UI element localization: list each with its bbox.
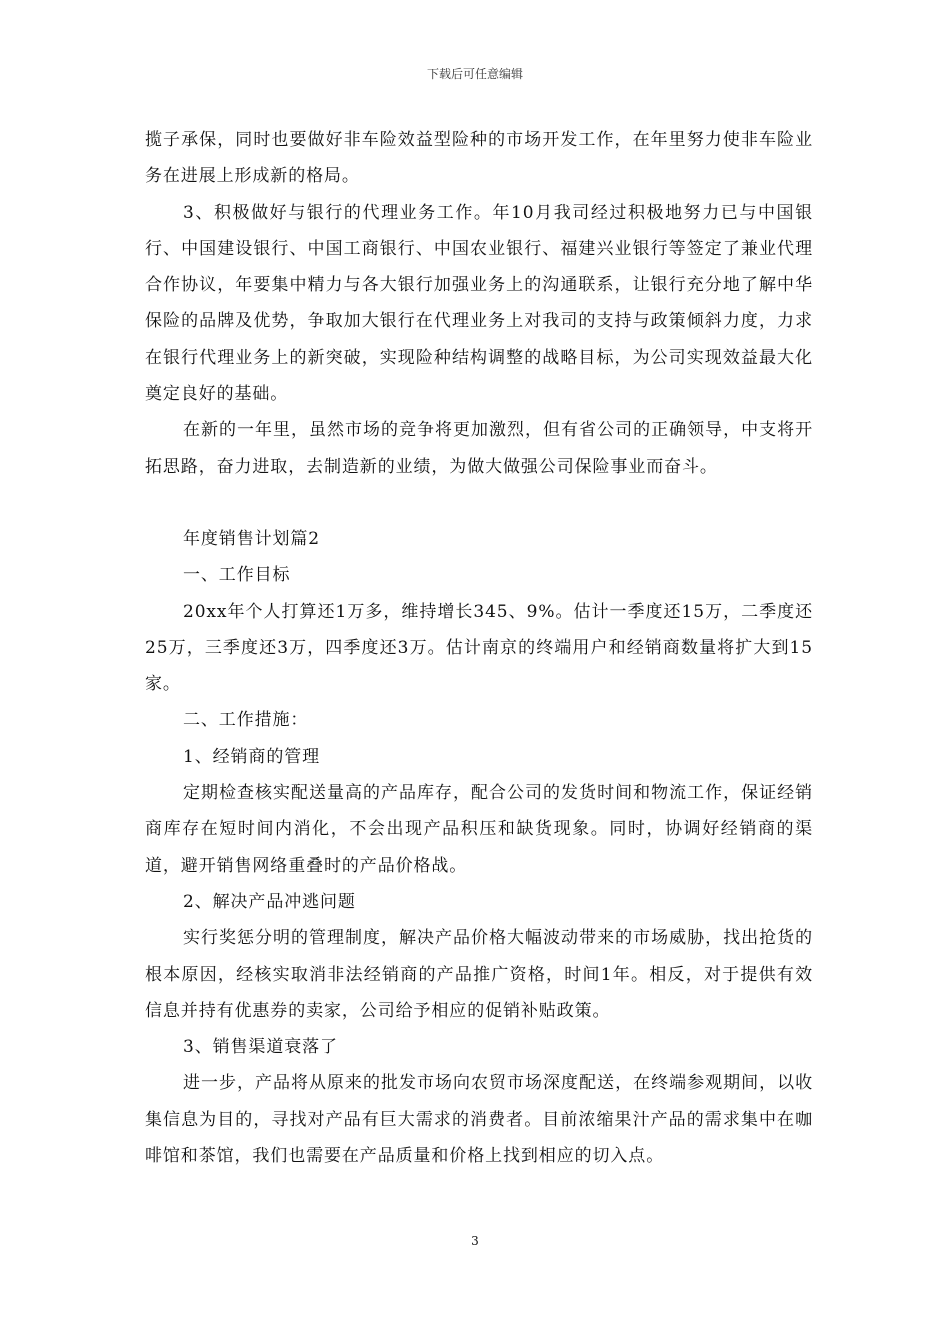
document-body <box>145 122 813 1174</box>
heading-work-goals: 一、工作目标 <box>183 565 291 586</box>
subheading-dealer-management: 1、经销商的管理 <box>183 746 321 767</box>
heading-work-measures: 二、工作措施： <box>183 710 309 731</box>
page-header: 下载后可任意编辑 <box>426 67 523 81</box>
paragraph-new-year: 在新的一年里，虽然市场的竞争将更加激烈，但有省公司的正确领导，中支将开拓思路，奋力进取，去制造新的业绩，为做大做强公司保险事业而奋斗。 <box>145 420 813 477</box>
page-number: 3 <box>471 1234 479 1248</box>
paragraph-continuation: 揽子承保，同时也要做好非车险效益型险种的市场开发工作，在年里努力使非车险业务在进展上形成新的格局。 <box>145 130 813 187</box>
paragraph-dealer-management: 定期检查核实配送量高的产品库存，配合公司的发货时间和物流工作，保证经销商库存在短时间内消化，不会出现产品积压和缺货现象。同时，协调好经销商的渠道，避开销售网络重叠时的产品价格战。 <box>145 783 813 876</box>
paragraph-bank-agency: 3、积极做好与银行的代理业务工作。年10月我司经过积极地努力已与中国银行、中国建设银行、中国工商银行、中国农业银行、福建兴业银行等签定了兼业代理合作协议，年要集中精力与各大银行加强业务上的沟通联系，让银行充分地了解中华保险的品牌及优势，争取加大银行在代理业务上对我司的支持与政策倾斜力度，力求在银行代理业务上的新突破，实现险种结构调整的战略目标，为公司实现效益最大化奠定良好的基础。 <box>145 202 813 405</box>
section-gap <box>145 485 813 521</box>
subheading-product-cross-selling: 2、解决产品冲逃问题 <box>183 891 356 912</box>
paragraph-product-cross-selling: 实行奖惩分明的管理制度，解决产品价格大幅波动带来的市场威胁，找出抢货的根本原因，经核实取消非法经销商的产品推广资格，时间1年。相反，对于提供有效信息并持有优惠券的卖家，公司给予相应的促销补贴政策。 <box>145 928 813 1021</box>
subheading-sales-channel: 3、销售渠道衰落了 <box>183 1037 338 1058</box>
paragraph-goals: 20xx年个人打算还1万多，维持增长345、9%。估计一季度还15万，二季度还25万，三季度还3万，四季度还3万。估计南京的终端用户和经销商数量将扩大到15家。 <box>145 601 813 695</box>
section-title: 年度销售计划篇2 <box>183 528 321 549</box>
paragraph-sales-channel: 进一步，产品将从原来的批发市场向农贸市场深度配送，在终端参观期间，以收集信息为目的，寻找对产品有巨大需求的消费者。目前浓缩果汁产品的需求集中在咖啡馆和茶馆，我们也需要在产品质量和价格上找到相应的切入点。 <box>145 1073 813 1167</box>
